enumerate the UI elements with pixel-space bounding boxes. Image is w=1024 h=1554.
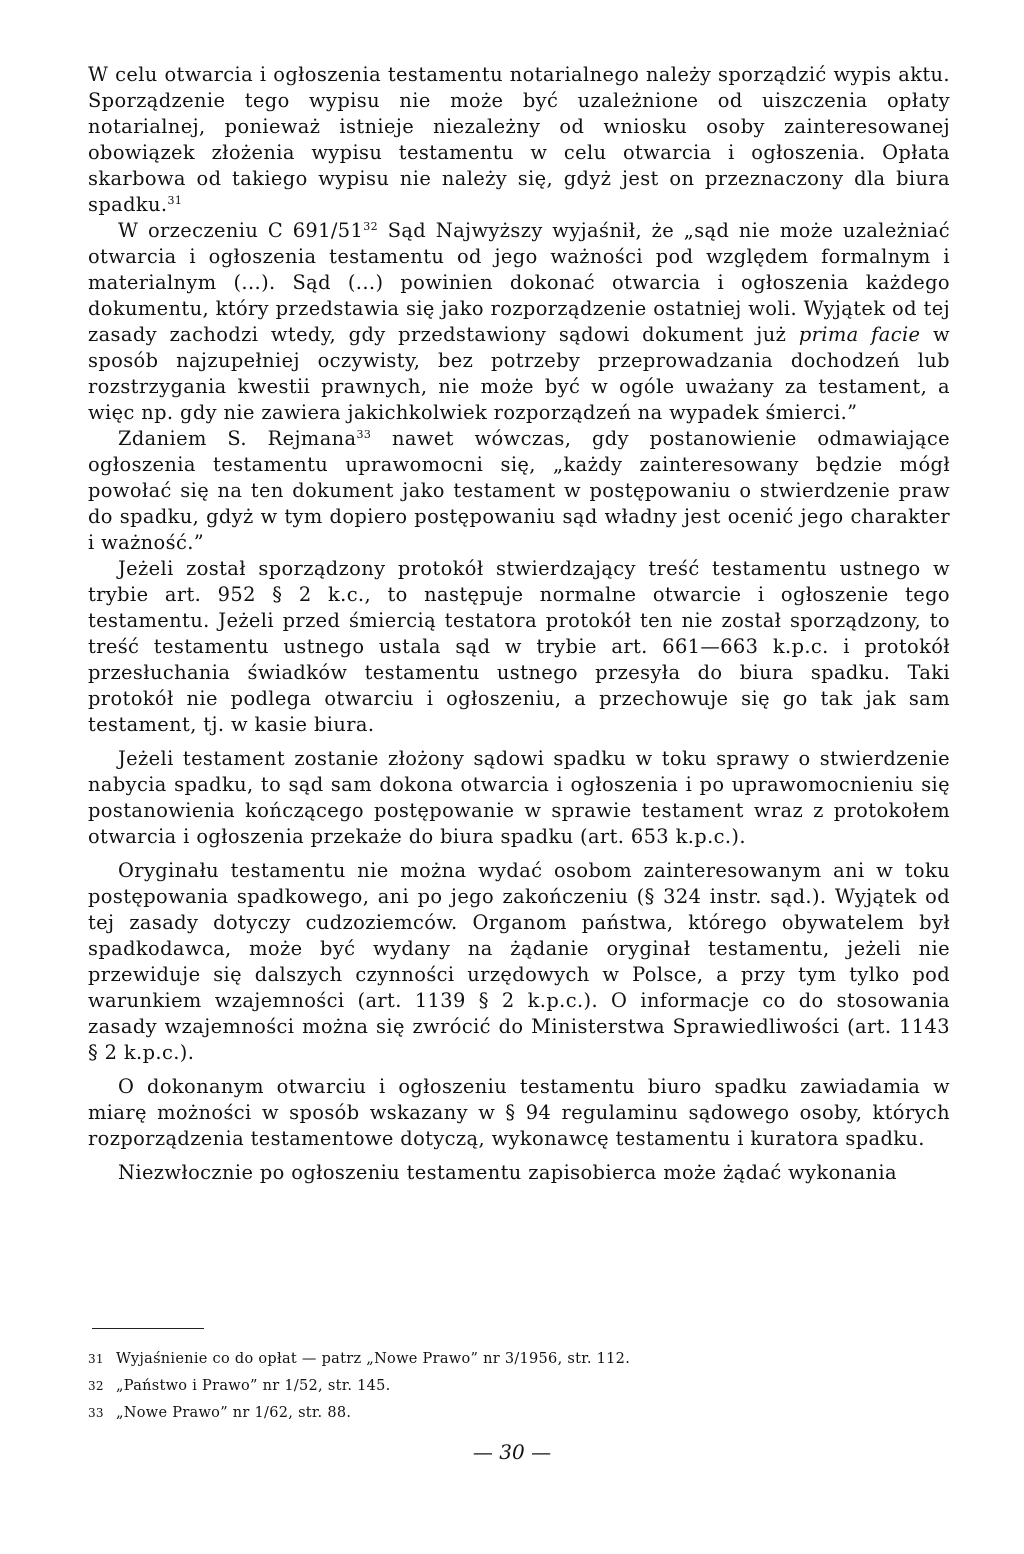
paragraph-2: W orzeczeniu C $691/51^{32}$ Sąd Najwyższy wyjaśnił, że „sąd nie może uzależniać otwarcia i ogłoszenia testamentu od jego ważności pod względem formalnym i materialnym (...). Sąd (...) powinien dokonać otwarcia i ogłoszenia każdego dokumentu, który przedstawia się jako rozporządzenie ostatniej woli. Wyjątek od tej zasady zachodzi wtedy, gdy przedstawiony sądowi dokument już prima facie w sposób najzupełniej oczywisty, bez potrzeby przeprowadzania dochodzeń lub rozstrzygania kwestii prawnych, nie może być w ogóle uważany za testament, a więc np. gdy nie zawiera jakichkolwiek rozporządzeń na wypadek śmierci.”: [88, 219, 951, 424]
footnote-31: [88, 1346, 950, 1373]
footnote-number: 31: [88, 1352, 104, 1366]
page-body: [88, 62, 950, 1186]
paragraph-5: Jeżeli testament zostanie złożony sądowi spadku w toku sprawy o stwierdzenie nabycia spadku, to sąd sam dokona otwarcia i ogłoszenia i po uprawomocnieniu się postanowienia kończącego postępowanie w sprawie testament wraz z protokołem otwarcia i ogłoszenia przekaże do biura spadku (art. 653 k.p.c.).: [88, 747, 950, 848]
italic-phrase: prima facie: [798, 323, 921, 346]
paragraph-4: Jeżeli został sporządzony protokół stwierdzający treść testamentu ustnego w trybie art. 952 § 2 k.c., to następuje normalne otwarcie i ogłoszenie tego testamentu. Jeżeli przed śmiercią testatora protokół ten nie został sporządzony, to treść testamentu ustnego ustala sąd w trybie art. 661—663 k.p.c. i protokół przesłuchania świadków testamentu ustnego przesyła do biura spadku. Taki protokół nie podlega otwarciu i ogłoszeniu, a przechowuje się go tak jak sam testament, tj. w kasie biura.: [88, 557, 950, 736]
paragraph-6: Oryginału testamentu nie można wydać osobom zainteresowanym ani w toku postępowania spadkowego, ani po jego zakończeniu (§ 324 instr. sąd.). Wyjątek od tej zasady dotyczy cudzoziemców. Organom państwa, którego obywatelem był spadkodawca, może być wydany na żądanie oryginał testamentu, jeżeli nie przewiduje się dalszych czynności urzędowych w Polsce, a przy tym tylko pod warunkiem wzajemności (art. 1139 § 2 k.p.c.). O informacje co do stosowania zasady wzajemności można się zwrócić do Ministerstwa Sprawiedliwości (art. 1143 § 2 k.p.c.).: [88, 859, 950, 1064]
footnote-ref-32: 32: [363, 220, 379, 233]
footnote-text: „Państwo i Prawo” nr 1/52, str. 145.: [116, 1378, 391, 1394]
footnote-divider: [92, 1328, 204, 1329]
footnote-33: [88, 1400, 950, 1427]
paragraph-1: W celu otwarcia i ogłoszenia testamentu notarialnego należy sporządzić wypis aktu. Sporządzenie tego wypisu nie może być uzależnione od uiszczenia opłaty notarialnej, ponieważ istnieje niezależny od wniosku osoby zainteresowanej obowiązek złożenia wypisu testamentu w celu otwarcia i ogłoszenia. Opłata skarbowa od takiego wypisu nie należy się, gdyż jest on przeznaczony dla biura spadku.$^{31}$: [88, 63, 950, 216]
footnote-ref-31: 31: [167, 194, 183, 207]
page-number: — 30 —: [472, 1440, 552, 1464]
paragraph-7: O dokonanym otwarciu i ogłoszeniu testamentu biuro spadku zawiadamia w miarę możności w sposób wskazany w § 94 regulaminu sądowego osoby, których rozporządzenia testamentowe dotyczą, wykonawcę testamentu i kuratora spadku.: [88, 1075, 950, 1150]
footnote-text: Wyjaśnienie co do opłat — patrz „Nowe Prawo” nr 3/1956, str. 112.: [116, 1351, 631, 1367]
footnote-text: „Nowe Prawo” nr 1/62, str. 88.: [116, 1405, 352, 1421]
paragraph-8: Niezwłocznie po ogłoszeniu testamentu zapisobierca może żądać wykonania: [118, 1161, 897, 1184]
paragraph-3: Zdaniem S. Rejmana$^{33}$ nawet wówczas, gdy postanowienie odmawiające ogłoszenia testamentu uprawomocni się, „każdy zainteresowany będzie mógł powołać się na ten dokument jako testament w postępowaniu o stwierdzenie praw do spadku, gdyż w tym dopiero postępowaniu sąd władny jest ocenić jego charakter i ważność.”: [88, 427, 950, 554]
footnotes: [88, 1346, 950, 1427]
footnote-number: 32: [88, 1379, 104, 1393]
footnote-32: [88, 1373, 950, 1400]
footnote-ref-33: 33: [356, 428, 372, 441]
footnote-number: 33: [88, 1406, 104, 1420]
